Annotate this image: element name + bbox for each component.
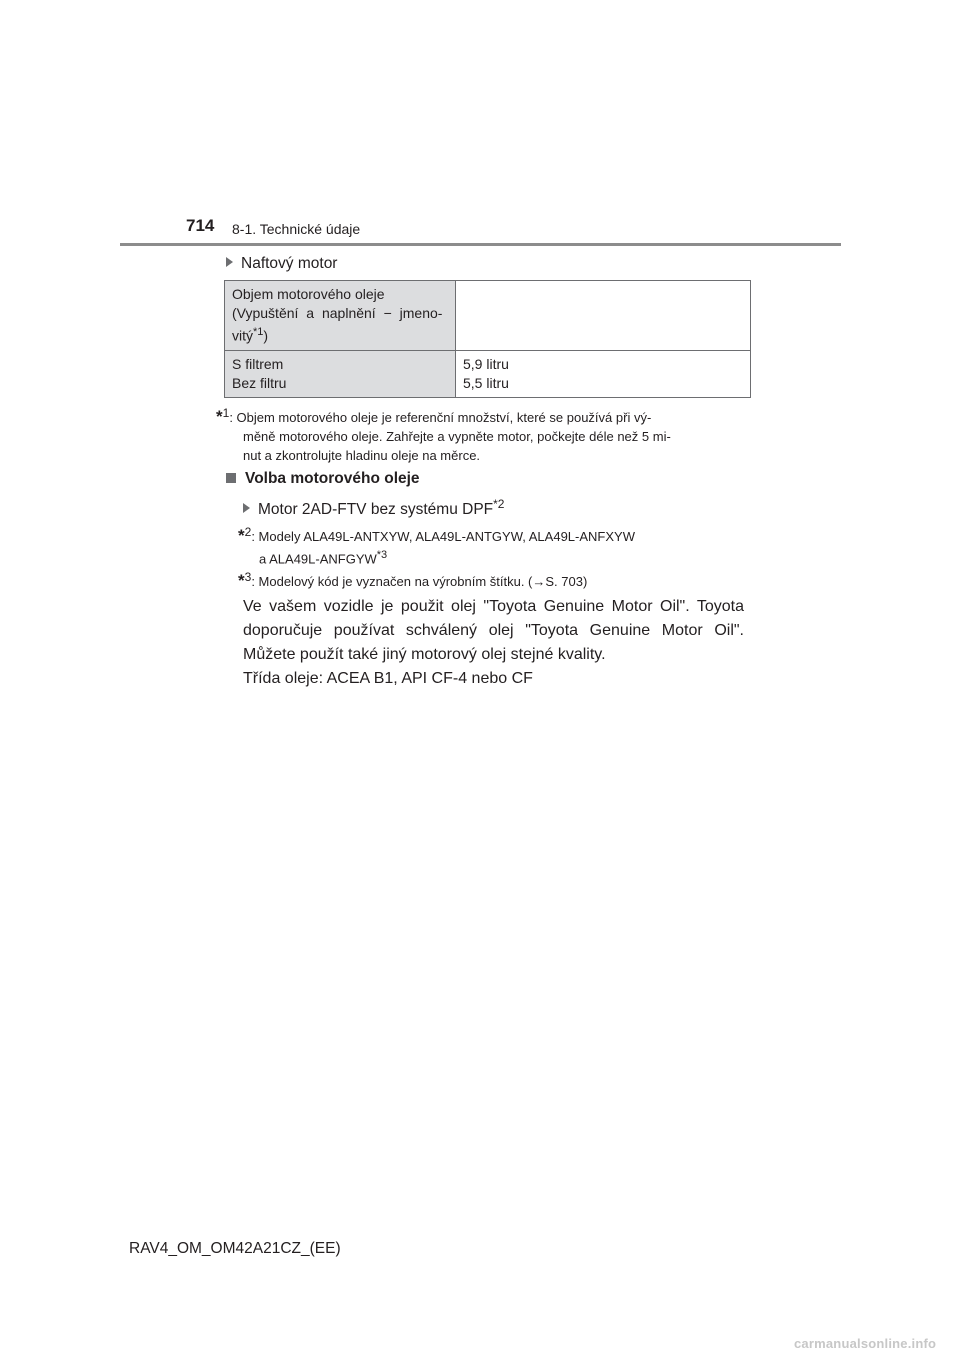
capacity-empty-cell xyxy=(456,281,751,351)
triangle-bullet-icon xyxy=(226,257,233,267)
subsection-diesel: Naftový motor xyxy=(226,255,337,273)
oil-class-text: Třída oleje: ACEA B1, API CF-4 nebo CF xyxy=(243,670,533,687)
oil-recommendation-paragraph: Ve vašem vozidle je použit olej "Toyota Genuine Motor Oil". Toyota doporučuje používat schválený olej "Toyota Genuine Motor Oil". Můžete použít také jiný motorový olej stejné kvality. xyxy=(243,598,744,663)
square-bullet-icon xyxy=(226,473,236,483)
section-heading-oil-selection: Volba motorového oleje xyxy=(226,470,420,488)
table-header-row xyxy=(225,281,751,351)
footnote-1: *1: Objem motorového oleje je referenční množství, které se používá při vý- měně motorového oleje. Zahřejte a vypněte motor, počkejte déle než 5 mi- nut a zkontrolujte hladinu oleje na měrce. xyxy=(216,406,671,463)
section-title: 8-1. Technické údaje xyxy=(232,221,361,237)
capacity-label-cell: Objem motorového oleje (Vypuštění a naplnění − jmeno- vitý$^{*1}$) xyxy=(225,281,456,351)
footnote-2: *2: Modely ALA49L-ANTXYW, ALA49L-ANTGYW, ALA49L-ANFXYW a ALA49L-ANFGYW$^{*3}$ xyxy=(238,525,635,567)
subsection-engine-2ad: Motor 2AD-FTV bez systému DPF$^{*2}$ xyxy=(243,497,504,519)
footer-code: RAV4_OM_OM42A21CZ_(EE) xyxy=(129,1240,341,1257)
filter-label-cell: S filtrem Bez filtru xyxy=(225,350,456,397)
triangle-bullet-icon xyxy=(243,503,250,513)
footnote-ref-1: *1 xyxy=(253,326,264,338)
oil-capacity-table xyxy=(224,280,751,398)
header-divider xyxy=(120,243,841,246)
page-number: 714 xyxy=(186,216,215,235)
table-row xyxy=(225,350,751,397)
footnote-3: *3: Modelový kód je vyznačen na výrobním štítku. (→S. 703) xyxy=(238,570,588,590)
capacity-value-cell: 5,9 litru 5,5 litru xyxy=(456,350,751,397)
footnote-ref-3: *3 xyxy=(376,549,388,561)
watermark: carmanualsonline.info xyxy=(794,1336,937,1351)
footnote-ref-2: *2 xyxy=(493,497,505,511)
